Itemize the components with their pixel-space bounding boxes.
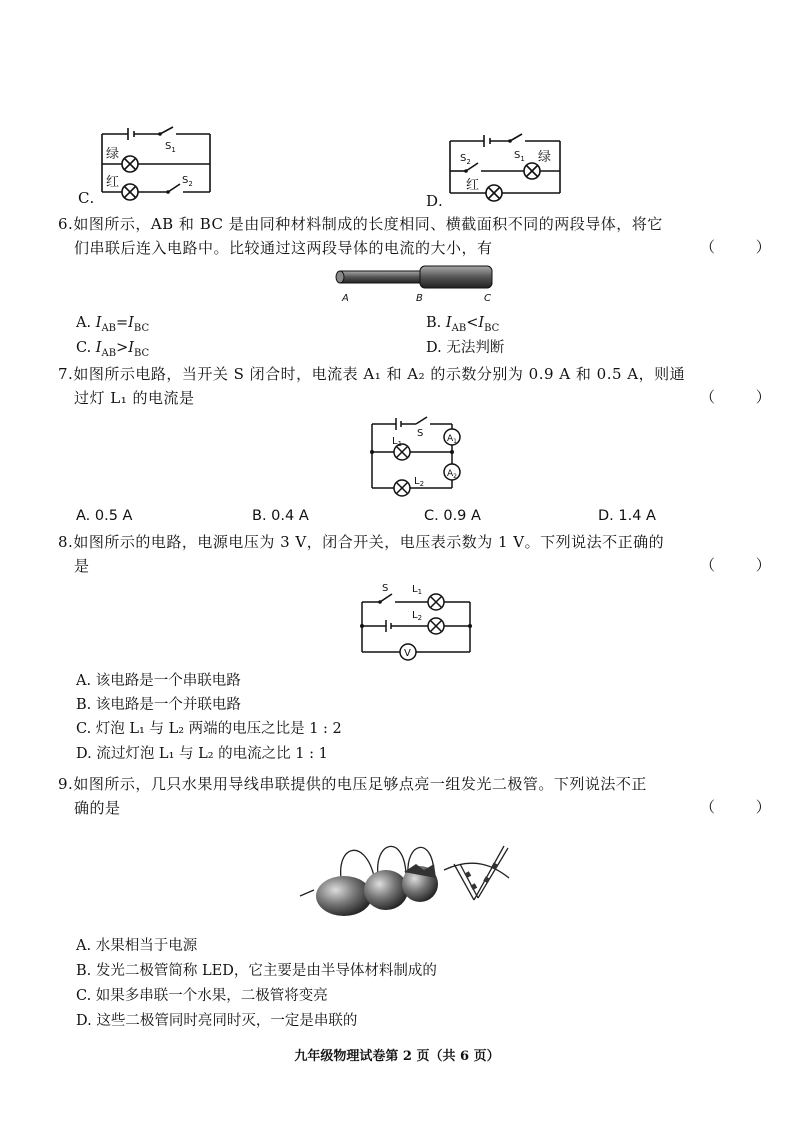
q8-number: 8.	[58, 533, 74, 551]
q8-option-a[interactable]: A. 该电路是一个串联电路	[76, 673, 241, 689]
q9-option-c[interactable]: C. 如果多串联一个水果，二极管将变亮	[76, 988, 328, 1004]
q9-stem	[58, 772, 758, 820]
q6-label-c: C	[484, 293, 491, 304]
q7-answer-paren[interactable]: （ ）	[700, 388, 789, 406]
q6-label-a: A	[342, 293, 349, 304]
q7-circuit-figure	[362, 412, 472, 498]
q7-option-c[interactable]: C. 0.9 A	[424, 508, 481, 524]
q6-option-d[interactable]: D. 无法判断	[426, 340, 505, 356]
q8-voltmeter-label: V	[404, 648, 411, 659]
q8-switch-label: S	[382, 583, 389, 594]
q7-switch-label: S	[417, 428, 424, 439]
q9-answer-paren[interactable]: （ ）	[700, 798, 789, 816]
q5d-green-label: 绿	[538, 150, 552, 165]
q6-line2: 们串联后连入电路中。比较通过这两段导体的电流的大小，有	[74, 239, 493, 257]
q5-option-c-label: C.	[78, 189, 95, 207]
q7-l2-label: $L_2$	[414, 476, 425, 488]
q5c-red-label: 红	[106, 175, 120, 190]
q6-conductor-figure	[330, 262, 500, 306]
q5-option-d	[420, 125, 580, 213]
q8-l1-label: $L_1$	[412, 584, 423, 596]
q6-option-c[interactable]: C. $I_{AB}>I_{BC}$	[76, 340, 150, 359]
q5-option-d-label: D.	[426, 192, 444, 210]
q7-l1-label: $L_1$	[392, 436, 403, 448]
q9-option-d[interactable]: D. 这些二极管同时亮同时灭，一定是串联的	[76, 1013, 358, 1029]
q7-a2-label: $A_2$	[447, 469, 457, 480]
q9-option-a[interactable]: A. 水果相当于电源	[76, 938, 198, 954]
q9-option-b[interactable]: B. 发光二极管简称 LED，它主要是由半导体材料制成的	[76, 963, 437, 979]
q8-stem	[58, 530, 758, 578]
q8-option-c[interactable]: C. 灯泡 L₁ 与 L₂ 两端的电压之比是 1 : 2	[76, 721, 342, 737]
q7-option-a[interactable]: A. 0.5 A	[76, 508, 133, 524]
q5c-s2-label: $S_2$	[182, 175, 193, 188]
q9-line1: 如图所示，几只水果用导线串联提供的电压足够点亮一组发光二极管。下列说法不正	[73, 775, 647, 793]
q5-circuit-d	[420, 125, 580, 213]
q5-option-c	[70, 120, 230, 212]
q8-answer-paren[interactable]: （ ）	[700, 556, 789, 574]
q8-line2: 是	[74, 557, 90, 575]
q7-line2: 过灯 L₁ 的电流是	[74, 389, 195, 407]
q6-answer-paren[interactable]: （ ）	[700, 238, 789, 256]
q5c-green-label: 绿	[106, 147, 120, 162]
q6-option-a[interactable]: A. $I_{AB}=I_{BC}$	[76, 315, 150, 334]
q6-label-b: B	[416, 293, 423, 304]
q7-a1-label: $A_1$	[447, 434, 457, 445]
q5d-red-label: 红	[466, 178, 480, 193]
q6-number: 6.	[58, 215, 74, 233]
q8-line1: 如图所示的电路，电源电压为 3 V，闭合开关，电压表示数为 1 V。下列说法不正确的	[73, 533, 665, 551]
q8-circuit-figure	[352, 580, 482, 666]
q6-stem	[58, 212, 758, 260]
q9-line2: 确的是	[74, 799, 121, 817]
q9-fruit-battery-photo	[294, 826, 534, 922]
q7-option-b[interactable]: B. 0.4 A	[252, 508, 309, 524]
q5c-s1-label: $S_1$	[165, 141, 176, 154]
q6-line1: 如图所示，AB 和 BC 是由同种材料制成的长度相同、横截面积不同的两段导体，将它	[73, 215, 663, 233]
page-footer: 九年级物理试卷第 2 页（共 6 页）	[294, 1049, 500, 1064]
q7-number: 7.	[58, 365, 74, 383]
q7-line1: 如图所示电路，当开关 S 闭合时，电流表 A₁ 和 A₂ 的示数分别为 0.9 A 和 0.5 A，则通	[73, 365, 686, 383]
q5d-s2-label: $S_2$	[460, 153, 471, 166]
q7-option-d[interactable]: D. 1.4 A	[598, 508, 656, 524]
q7-stem	[58, 362, 758, 410]
q5d-s1-label: $S_1$	[514, 150, 525, 163]
q6-option-b[interactable]: B. $I_{AB}<I_{BC}$	[426, 315, 500, 334]
q8-l2-label: $L_2$	[412, 610, 423, 622]
q8-option-d[interactable]: D. 流过灯泡 L₁ 与 L₂ 的电流之比 1 : 1	[76, 746, 328, 762]
q9-number: 9.	[58, 775, 74, 793]
q8-option-b[interactable]: B. 该电路是一个并联电路	[76, 697, 241, 713]
